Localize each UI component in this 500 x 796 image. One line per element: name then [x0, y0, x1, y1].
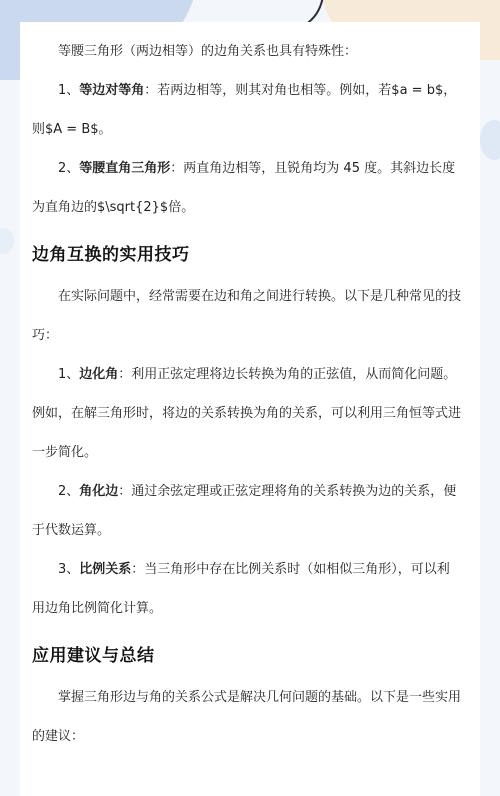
item-text: ：当三角形中存在比例关系时（如相似三角形），可以利用边角比例简化计算。: [32, 562, 450, 616]
item-text: ：利用正弦定理将边长转换为角的正弦值，从而简化问题。例如，在解三角形时，将边的关系转换为角的关系，可以利用三角恒等式进一步简化。: [32, 367, 462, 460]
technique-item-3: [32, 550, 462, 628]
summary-paragraph: 掌握三角形边与角的关系公式是解决几何问题的基础。以下是一些实用的建议：: [32, 690, 462, 744]
article-card: [20, 22, 480, 796]
technique-item-1: [32, 355, 462, 472]
intro-paragraph: 等腰三角形（两边相等）的边角关系也具有特殊性：: [58, 44, 358, 59]
item-number: 2、: [58, 484, 80, 499]
technique-item-2: [32, 472, 462, 550]
item-label: 比例关系: [79, 562, 132, 577]
item-number: 1、: [58, 367, 80, 382]
background-decoration-left: [0, 228, 14, 254]
section-heading-summary: 应用建议与总结: [32, 646, 155, 666]
item-label: 边化角: [79, 367, 119, 382]
item-text: ：若两边相等，则其对角也相等。例如，若$a = b$，则$A = B$。: [32, 83, 457, 137]
item-label: 角化边: [79, 484, 119, 499]
item-label: 等边对等角: [79, 83, 145, 98]
isosceles-item-1: [32, 71, 462, 149]
item-label: 等腰直角三角形: [79, 161, 171, 176]
isosceles-item-2: [32, 149, 462, 227]
item-text: ：两直角边相等，且锐角均为 45 度。其斜边长度为直角边的$\sqrt{2}$倍。: [32, 161, 456, 215]
section-heading-techniques: 边角互换的实用技巧: [32, 245, 190, 265]
item-number: 2、: [58, 161, 80, 176]
item-text: ：通过余弦定理或正弦定理将角的关系转换为边的关系，便于代数运算。: [32, 484, 457, 538]
techniques-intro: 在实际问题中，经常需要在边和角之间进行转换。以下是几种常见的技巧：: [32, 289, 462, 343]
background-decoration-right: [480, 120, 500, 160]
item-number: 1、: [58, 83, 80, 98]
item-number: 3、: [58, 562, 80, 577]
